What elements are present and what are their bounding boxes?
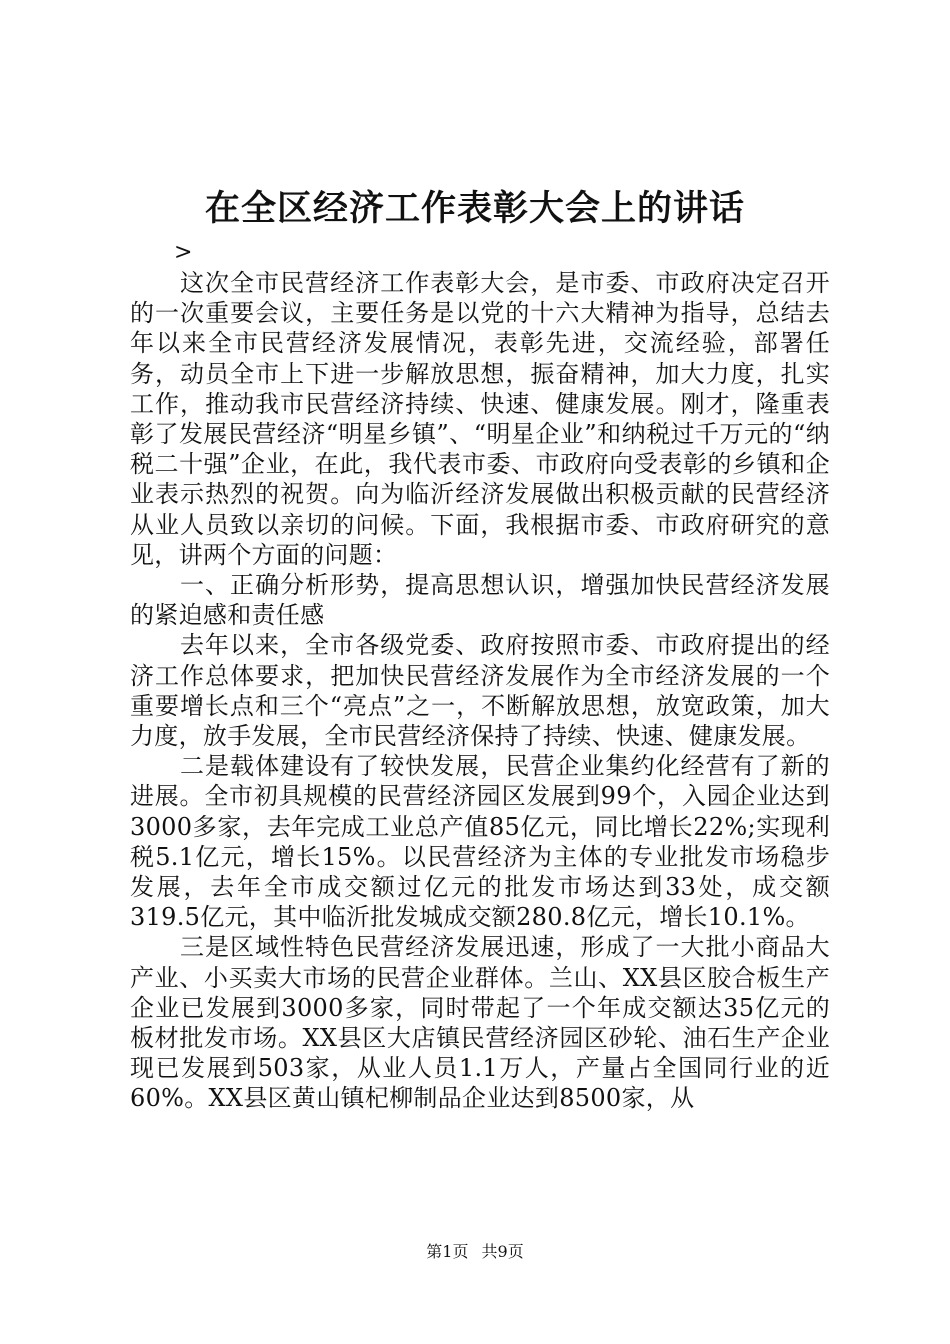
- page-total: 共9页: [481, 1242, 524, 1261]
- paragraph-point-2: 二是载体建设有了较快发展，民营企业集约化经营有了新的进展。全市初具规模的民营经济园区发展到99个，入园企业达到3000多家，去年完成工业总产值85亿元，同比增长22%;实现利税5.1亿元，增长15%。以民营经济为主体的专业批发市场稳步发展，去年全市成交额过亿元的批发市场达到33处，成交额319.5亿元，其中临沂批发城成交额280.8亿元，增长10.1%。: [130, 752, 830, 932]
- paragraph-intro: 这次全市民营经济工作表彰大会，是市委、市政府决定召开的一次重要会议，主要任务是以党的十六大精神为指导，总结去年以来全市民营经济发展情况，表彰先进，交流经验，部署任务，动员全市上下进一步解放思想，振奋精神，加大力度，扎实工作，推动我市民营经济持续、快速、健康发展。刚才，隆重表彰了发展民营经济“明星乡镇”、“明星企业”和纳税过千万元的“纳税二十强”企业，在此，我代表市委、市政府向受表彰的乡镇和企业表示热烈的祝贺。向为临沂经济发展做出积极贡献的民营经济从业人员致以亲切的问候。下面，我根据市委、市政府研究的意见，讲两个方面的问题：: [130, 269, 830, 569]
- section-marker: >: [174, 240, 193, 265]
- document-body: [130, 268, 830, 1114]
- page-number: 第1页: [426, 1242, 469, 1261]
- page-title: 在全区经济工作表彰大会上的讲话: [204, 188, 745, 229]
- paragraph-overview: 去年以来，全市各级党委、政府按照市委、市政府提出的经济工作总体要求，把加快民营经济发展作为全市经济发展的一个重要增长点和三个“亮点”之一，不断解放思想，放宽政策，加大力度，放手发展，全市民营经济保持了持续、快速、健康发展。: [130, 631, 830, 751]
- section-heading-1: 一、正确分析形势，提高思想认识，增强加快民营经济发展的紧迫感和责任感: [130, 571, 830, 630]
- page-footer: [0, 1240, 950, 1264]
- paragraph-point-3: 三是区域性特色民营经济发展迅速，形成了一大批小商品大产业、小买卖大市场的民营企业群体。兰山、XX县区胶合板生产企业已发展到3000多家，同时带起了一个年成交额达35亿元的板材批发市场。XX县区大店镇民营经济园区砂轮、油石生产企业现已发展到503家，从业人员1.1万人，产量占全国同行业的近60%。XX县区黄山镇杞柳制品企业达到8500家，从: [130, 933, 830, 1113]
